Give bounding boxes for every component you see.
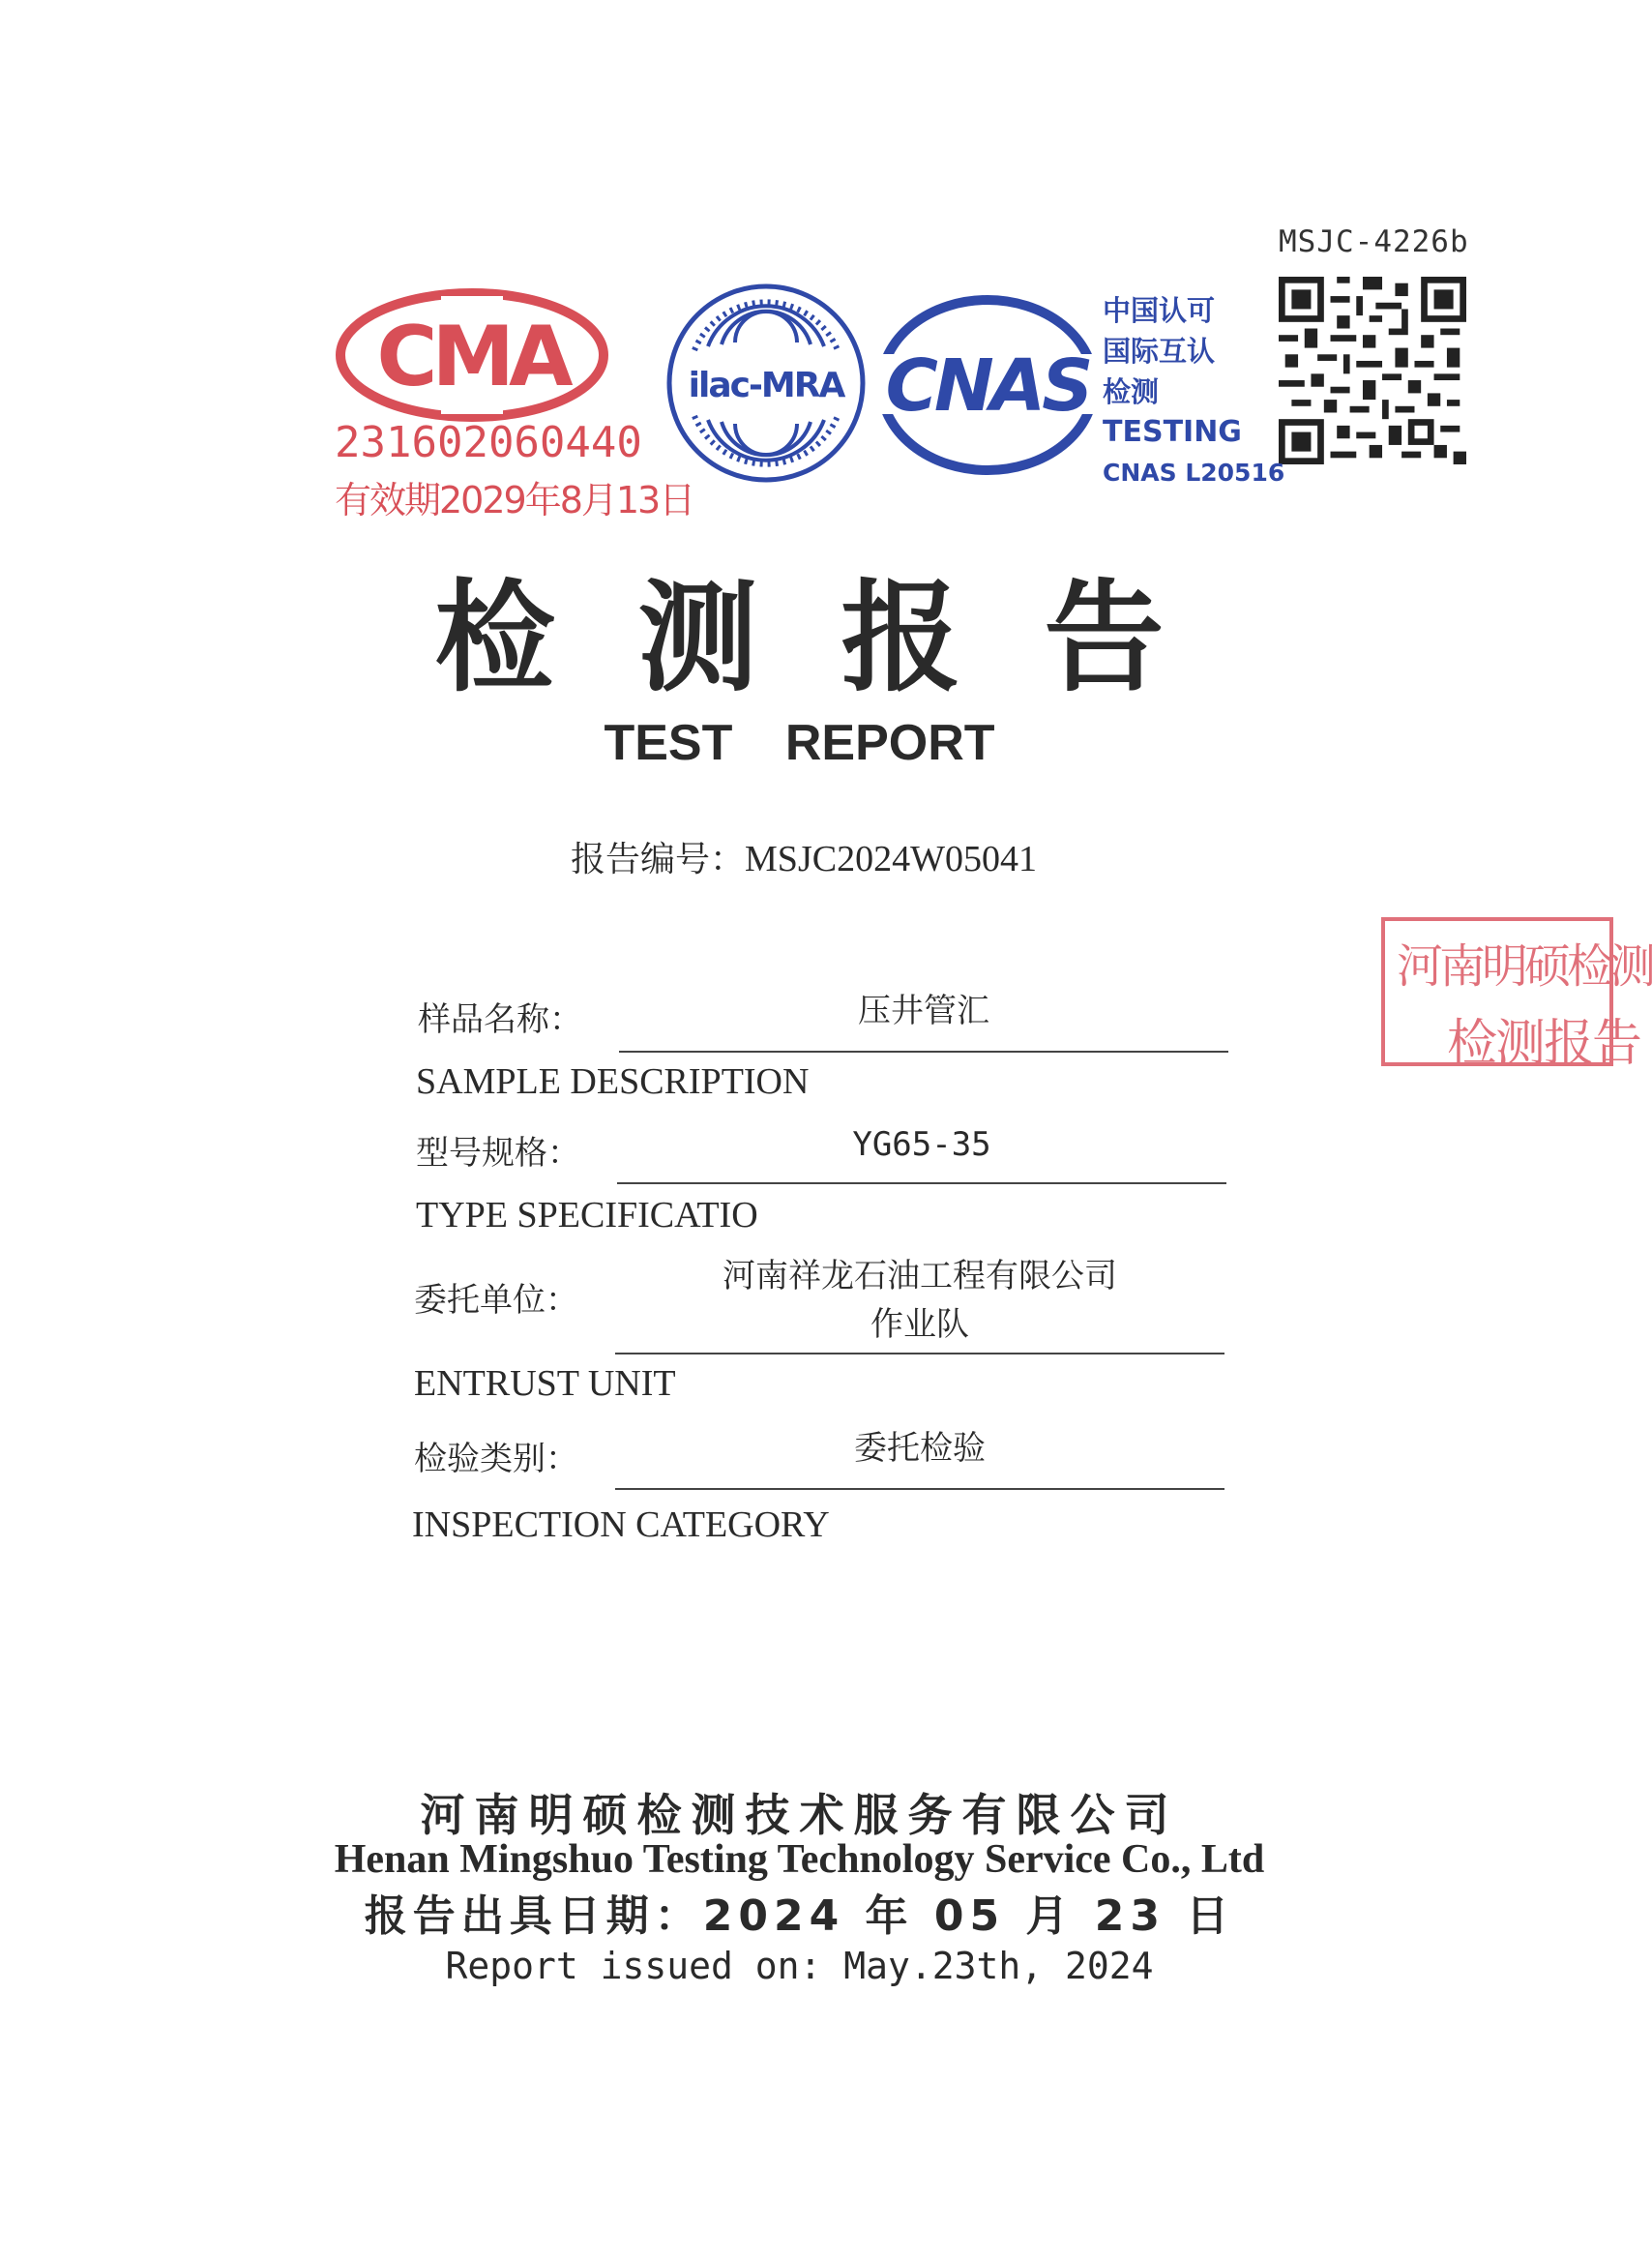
report-title-en: TEST REPORT (604, 715, 995, 771)
cma-certificate-number: 231602060440 (335, 418, 642, 467)
inspection-category-label: 检验类别： (414, 1440, 578, 1478)
report-number (571, 832, 1037, 881)
cnas-line: TESTING (1103, 415, 1242, 449)
issue-date-en: Report issued on: May.23th, 2024 (445, 1945, 1154, 1987)
document-code: MSJC-4226b (1279, 224, 1469, 259)
report-title-cn: 检测报告 (434, 569, 1248, 708)
report-number-value: MSJC2024W05041 (745, 839, 1037, 879)
stamp-line1: 河南明硕检测 (1397, 939, 1652, 994)
sample-name-underline (619, 1051, 1228, 1053)
sample-name-label: 样品名称： (418, 1000, 582, 1039)
inspection-category-value: 委托检验 (854, 1429, 986, 1468)
sample-description-label-en: SAMPLE DESCRIPTION (416, 1061, 810, 1102)
cnas-logo-icon (874, 292, 1101, 478)
issue-date-cn: 报告出具日期：2024 年 05 月 23 日 (364, 1891, 1235, 1941)
entrust-unit-value-line2: 作业队 (870, 1305, 969, 1344)
entrust-unit-label-en: ENTRUST UNIT (414, 1363, 676, 1404)
cnas-line: 检测 (1103, 375, 1160, 408)
svg-text:CNAS: CNAS (885, 344, 1090, 428)
company-name-en: Henan Mingshuo Testing Technology Service Co., Ltd (334, 1837, 1265, 1882)
ilac-mra-logo-icon (665, 283, 867, 484)
report-number-label: 报告编号： (571, 840, 746, 879)
cnas-line: CNAS L20516 (1103, 459, 1285, 487)
inspection-category-label-en: INSPECTION CATEGORY (412, 1504, 830, 1545)
type-spec-label: 型号规格： (416, 1134, 580, 1173)
company-name-cn: 河南明硕检测技术服务有限公司 (420, 1789, 1179, 1841)
svg-text:ilac-MRA: ilac-MRA (688, 366, 844, 405)
stamp-line2: 检测报告 (1447, 1015, 1641, 1073)
entrust-unit-label: 委托单位： (414, 1281, 578, 1320)
svg-text:CMA: CMA (376, 309, 568, 405)
inspection-category-underline (615, 1488, 1224, 1490)
type-spec-underline (617, 1182, 1226, 1184)
company-seal-stamp (1381, 917, 1652, 1073)
qr-code-icon (1279, 277, 1466, 464)
type-specification-label-en: TYPE SPECIFICATIO (416, 1195, 758, 1235)
cnas-line: 中国认可 (1103, 294, 1216, 327)
entrust-unit-value-line1: 河南祥龙石油工程有限公司 (723, 1257, 1117, 1295)
cnas-accreditation-text (1103, 290, 1284, 493)
cma-validity-date: 有效期2029年8月13日 (335, 479, 694, 521)
type-spec-value: YG65-35 (852, 1125, 991, 1164)
entrust-unit-underline (615, 1353, 1224, 1354)
sample-name-value: 压井管汇 (858, 992, 989, 1030)
cnas-line: 国际互认 (1103, 335, 1216, 368)
cma-logo-icon (335, 286, 609, 424)
